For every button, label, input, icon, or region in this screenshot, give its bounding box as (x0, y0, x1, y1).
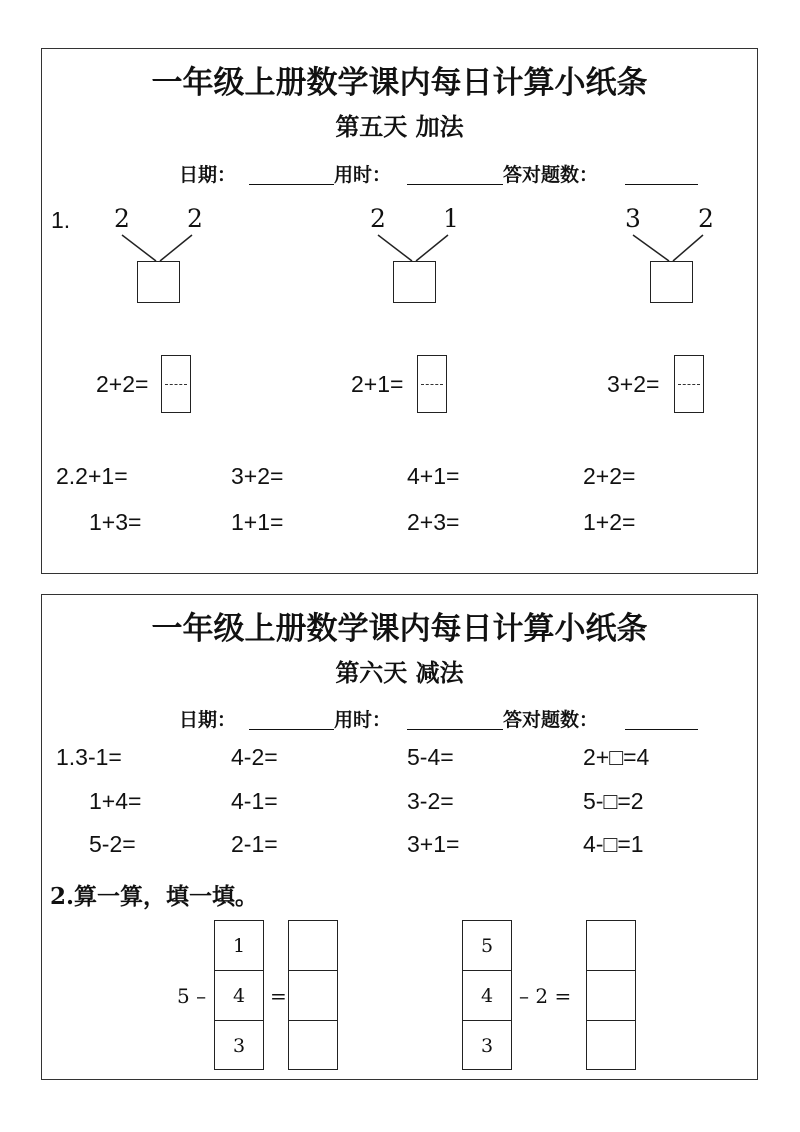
minuend-column (462, 920, 512, 1070)
worksheet-day5 (41, 48, 758, 574)
problem: 4+1= (407, 463, 460, 489)
bond-total-box[interactable] (650, 261, 693, 303)
problem: 5-2= (89, 831, 136, 857)
problem: 1+4= (89, 788, 142, 814)
column-number: 3 (480, 1035, 494, 1057)
answer-box[interactable] (674, 355, 704, 413)
problem: 2.2+1= (56, 463, 128, 489)
problem: 4-2= (231, 744, 278, 770)
time-label: 用时： (334, 709, 392, 731)
column-number: 1 (215, 921, 263, 971)
bond-total-box[interactable] (393, 261, 436, 303)
answer-column (288, 920, 338, 1070)
date-blank[interactable] (249, 729, 334, 730)
worksheet-title: 一年级上册数学课内每日计算小纸条 (151, 65, 648, 101)
time-label: 用时： (334, 164, 392, 186)
problem: 4-1= (231, 788, 278, 814)
correct-count-label: 答对题数： (503, 164, 599, 186)
date-label: 日期： (179, 164, 237, 186)
problem: 3+1= (407, 831, 460, 857)
minuend-prefix: 5 – (177, 984, 207, 1008)
worksheet-subtitle: 第六天 减法 (335, 658, 464, 687)
problem: 1+2= (583, 509, 636, 535)
addition-expression: 2+1= (351, 371, 404, 397)
bond-part-number: 3 (625, 204, 641, 233)
date-label: 日期： (179, 709, 237, 731)
bond-part-number: 2 (114, 204, 130, 233)
bond-part-number: 2 (187, 204, 203, 233)
answer-box[interactable] (161, 355, 191, 413)
problem: 1.3-1= (56, 744, 122, 770)
time-blank[interactable] (407, 729, 503, 730)
equals-sign: = (270, 984, 287, 1008)
column-number: 4 (215, 971, 263, 1021)
answer-cell[interactable] (587, 1021, 635, 1071)
problem: 3-2= (407, 788, 454, 814)
problem: 4-□=1 (583, 831, 644, 857)
problem: 5-□=2 (583, 788, 644, 814)
column-number: 5 (463, 921, 511, 971)
question-1-label: 1. (51, 207, 71, 233)
column-number: 3 (232, 1035, 246, 1057)
answer-cell[interactable] (289, 971, 337, 1021)
correct-count-label: 答对题数： (503, 709, 599, 731)
answer-cell[interactable] (587, 971, 635, 1021)
answer-cell[interactable] (587, 921, 635, 971)
correct-count-blank[interactable] (625, 729, 698, 730)
answer-cell[interactable] (289, 1021, 337, 1071)
problem: 3+2= (231, 463, 284, 489)
bond-part-number: 2 (698, 204, 714, 233)
problem: 1+3= (89, 509, 142, 535)
addition-expression: 2+2= (96, 371, 149, 397)
answer-cell[interactable] (289, 921, 337, 971)
subtrahend-column (214, 920, 264, 1070)
answer-column (586, 920, 636, 1070)
problem: 2-1= (231, 831, 278, 857)
subtract-suffix: – 2 = (519, 984, 572, 1008)
problem: 2+□=4 (583, 744, 650, 770)
answer-box[interactable] (417, 355, 447, 413)
bond-total-box[interactable] (137, 261, 180, 303)
bond-part-number: 1 (443, 204, 459, 233)
problem: 5-4= (407, 744, 454, 770)
number-bond-lines (42, 49, 759, 575)
worksheet-day6 (41, 594, 758, 1080)
problem: 2+2= (583, 463, 636, 489)
column-number: 4 (463, 971, 511, 1021)
worksheet-subtitle: 第五天 加法 (335, 112, 464, 141)
bond-part-number: 2 (370, 204, 386, 233)
addition-expression: 3+2= (607, 371, 660, 397)
question-2-title: 2.算一算，填一填。 (50, 883, 259, 910)
problem: 2+3= (407, 509, 460, 535)
worksheet-title: 一年级上册数学课内每日计算小纸条 (151, 611, 648, 647)
problem: 1+1= (231, 509, 284, 535)
